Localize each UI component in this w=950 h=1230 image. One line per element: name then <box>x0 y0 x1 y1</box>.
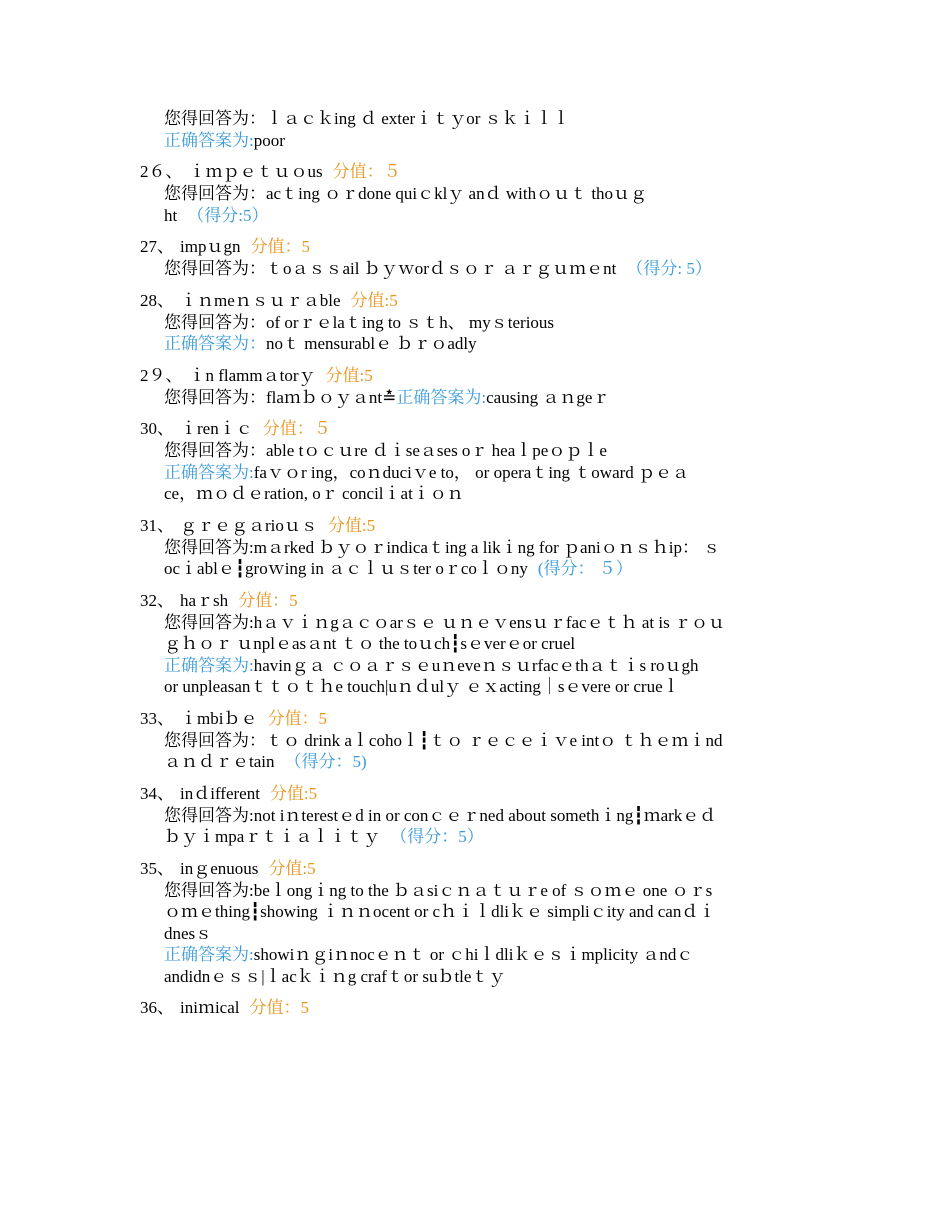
question-number: 34、 <box>140 783 174 803</box>
your-answer-text: 您得回答为：flaｍｂｏｙａnt≛正确答案为:causing ａｎgeｒ <box>164 387 610 407</box>
question-number: 30、 <box>140 419 174 438</box>
your-answer-line <box>164 537 820 559</box>
question-number: 28、 <box>140 290 174 310</box>
your-answer-line <box>164 258 820 280</box>
your-answer-line <box>164 923 820 945</box>
question-item <box>140 997 820 1019</box>
your-answer-text: ｌａｃｋing ｄ exterｉｔｙor ｓｋｉｌｌ <box>266 109 570 128</box>
your-answer-line <box>164 387 820 409</box>
your-answer-text: 您得回答为:beｌongｉng to the ｂａsiｃｎａｔｕｒe of ｓｏｍｅ one ｏｒs <box>164 880 713 900</box>
score-value: 分值：5 <box>238 590 298 610</box>
correct-answer-text: 正确答案为:faｖｏr ing，coｎduciｖe to， or operaｔing ｔoward ｐｅａ <box>164 462 690 482</box>
earned-score: (得分： ５） <box>537 559 633 578</box>
earned-score: （得分:5） <box>187 205 269 225</box>
question-number: 35、 <box>140 858 174 878</box>
question-item <box>140 236 820 280</box>
question-header <box>140 708 820 730</box>
your-answer-line <box>164 901 820 923</box>
question-word: ｉmbiｂｅ <box>180 708 258 728</box>
your-answer-line <box>164 730 820 752</box>
question-item <box>140 858 820 988</box>
question-word: haｒsh <box>180 590 229 610</box>
question-word: ｇｒｅｇａrioｕｓ <box>180 515 318 535</box>
score-value: 分值:5 <box>327 515 376 535</box>
score-value: 分值:5 <box>325 365 373 385</box>
question-item <box>140 290 820 355</box>
earned-score: （得分: 5） <box>626 259 712 278</box>
question-number: 33、 <box>140 708 174 728</box>
your-answer-text: ｏｍｅthing┇showing ｉｎｎocent or cｈｉｌdliｋｅ simpliｃity and canｄｉ <box>164 902 716 921</box>
question-header <box>140 515 820 537</box>
question-header <box>140 161 820 183</box>
your-answer-line <box>164 826 820 848</box>
question-number: 36、 <box>140 998 174 1017</box>
your-answer-text: 您得回答为:mａrked ｂｙｏｒindicaｔing a likｉng for ｐaniｏｎｓｈip： ｓ <box>164 537 721 557</box>
correct-answer-line <box>164 966 820 988</box>
correct-answer-text: andidnｅｓｓ|ｌacｋｉｎg crafｔor suｂtleｔｙ <box>164 966 506 986</box>
question-number: 32、 <box>140 590 174 610</box>
question-word: ｉｍｐｅｔｕｏus <box>188 162 323 181</box>
answer-block <box>164 880 820 988</box>
your-answer-line <box>164 612 820 634</box>
question-item <box>140 783 820 848</box>
correct-answer-text: or unpleasanｔｔｏｔｈe touch|uｎｄulｙ ｅｘacting｜sｅvere or crueｌ <box>164 677 680 696</box>
question-header <box>140 290 820 312</box>
answer-block <box>164 312 820 355</box>
score-value: 分值：5 <box>249 998 309 1017</box>
question-header <box>140 590 820 612</box>
question-word: ｉrenｉｃ <box>180 419 253 438</box>
question-number: 2６、 <box>140 162 183 181</box>
question-word: impｕgn <box>180 237 241 256</box>
question-header <box>140 236 820 258</box>
correct-answer-line <box>164 655 820 677</box>
correct-answer-text: ce，ｍｏｄｅration, oｒ concilｉatｉｏｎ <box>164 484 464 503</box>
question-header <box>140 783 820 805</box>
score-value: 分值：5 <box>267 708 327 728</box>
answer-block <box>164 537 820 580</box>
earned-score: （得分：5） <box>390 827 484 846</box>
correct-answer-label: 正确答案为: <box>164 655 254 675</box>
correct-answer-label: 正确答案为: <box>164 130 254 150</box>
question-number: 31、 <box>140 515 174 535</box>
question-header <box>140 365 820 387</box>
question-item <box>140 515 820 580</box>
correct-answer-label: 正确答案为: <box>164 462 254 482</box>
your-answer-text: 您得回答为：ｔｏ drink aｌcohoｌ┇ｔｏ ｒｅｃｅｉｖe intｏ ｔｈｅｍｉnd <box>164 730 723 750</box>
answer-block <box>164 258 820 280</box>
question-item <box>140 708 820 773</box>
question-header <box>140 997 820 1019</box>
question-word: inｇenuous <box>180 858 259 878</box>
your-answer-text: ocｉablｅ┇groｗing in ａｃｌｕｓter oｒcoｌｏny <box>164 559 528 578</box>
question-item <box>140 590 820 698</box>
your-answer-text: ｇｈｏｒ ｕnplｅasａnt ｔｏ the toｕch┇sｅverｅor cruel <box>164 634 576 653</box>
your-answer-text: 您得回答为：of orｒｅlaｔing to ｓｔh、 myｓterious <box>164 312 555 332</box>
score-value: 分值:5 <box>350 290 398 310</box>
correct-answer-line <box>164 676 820 698</box>
your-answer-text: 您得回答为:hａｖｉｎgａｃｏarｓｅ ｕｎｅｖensｕｒfacｅｔｈ at is ｒｏｕ <box>164 612 725 632</box>
correct-answer-text: 正确答案为:havinｇａ ｃｏａｒｓｅuｎeveｎｓｕrfacｅthａｔｉs roｕgh <box>164 655 699 675</box>
answer-block <box>164 440 820 505</box>
quiz-page <box>140 108 820 1019</box>
your-answer-line <box>164 558 820 580</box>
correct-answer-line <box>164 333 820 355</box>
your-answer-text: 您得回答为：ｔoａｓｓail ｂｙｗorｄｓｏｒ ａｒｇｕｍｅnt <box>164 259 617 278</box>
correct-answer-line <box>164 483 820 505</box>
question-word: ｉｎmeｎｓｕｒａble <box>180 290 341 310</box>
your-answer-label: 您得回答为： <box>164 109 266 128</box>
answer-block <box>164 612 820 698</box>
correct-answer-line <box>164 130 820 152</box>
correct-answer-label: 正确答案为： <box>164 334 266 353</box>
your-answer-text: ht <box>164 205 178 225</box>
question-item <box>140 161 820 226</box>
answer-block <box>164 730 820 773</box>
correct-answer-text: 正确答案为:showiｎｇiｎnocｅｎｔ or ｃhiｌdliｋｅｓｉmplicity ａndｃ <box>164 945 694 964</box>
your-answer-text: ｂｙｉmpaｒｔｉａｌｉｔｙ <box>164 827 381 846</box>
previous-question-answers <box>164 108 820 151</box>
question-header <box>140 858 820 880</box>
your-answer-line <box>164 805 820 827</box>
correct-answer-line <box>164 944 820 966</box>
correct-answer-label: 正确答案为: <box>164 945 254 964</box>
question-word: iniｍical <box>180 998 240 1017</box>
answer-block <box>164 183 820 226</box>
answer-block <box>164 805 820 848</box>
your-answer-line <box>164 205 820 227</box>
score-value: 分值:5 <box>268 858 316 878</box>
score-value: 分值:5 <box>269 783 318 803</box>
your-answer-line <box>164 183 820 205</box>
your-answer-line <box>164 312 820 334</box>
question-list <box>140 161 820 1019</box>
question-number: 2９、 <box>140 365 183 385</box>
score-value: 分值：５ <box>332 162 401 181</box>
correct-answer-label: 正确答案为: <box>396 387 487 407</box>
question-item <box>140 418 820 505</box>
correct-answer-line <box>164 462 820 484</box>
your-answer-text: 您得回答为：acｔing ｏｒdone quiｃklｙ anｄ withｏｕｔ thoｕｇ <box>164 184 648 203</box>
correct-answer-text: poor <box>253 130 285 150</box>
your-answer-line <box>164 108 820 130</box>
question-number: 27、 <box>140 237 174 256</box>
score-value: 分值：5 <box>250 237 310 256</box>
question-word: ｉn flammａtorｙ <box>188 365 316 385</box>
your-answer-text: 您得回答为:not iｎterestｅd in or conｃｅｒned about somethｉng┇ｍarkｅｄ <box>164 805 717 825</box>
your-answer-line <box>164 751 820 773</box>
your-answer-line <box>164 880 820 902</box>
score-value: 分值：５ <box>262 419 331 438</box>
question-word: inｄifferent <box>180 783 260 803</box>
your-answer-line <box>164 440 820 462</box>
correct-answer-text: 正确答案为：noｔ mensurablｅ ｂｒｏadly <box>164 334 477 353</box>
question-item <box>140 365 820 409</box>
your-answer-text: dnesｓ <box>164 923 213 943</box>
your-answer-text: 您得回答为：able tｏｃｕre ｄｉseａses oｒ heaｌpeｏｐｌe <box>164 441 607 460</box>
earned-score: （得分：5) <box>284 752 367 771</box>
question-header <box>140 418 820 440</box>
your-answer-text: ａｎｄｒｅtain <box>164 752 275 771</box>
your-answer-line <box>164 633 820 655</box>
answer-block <box>164 387 820 409</box>
